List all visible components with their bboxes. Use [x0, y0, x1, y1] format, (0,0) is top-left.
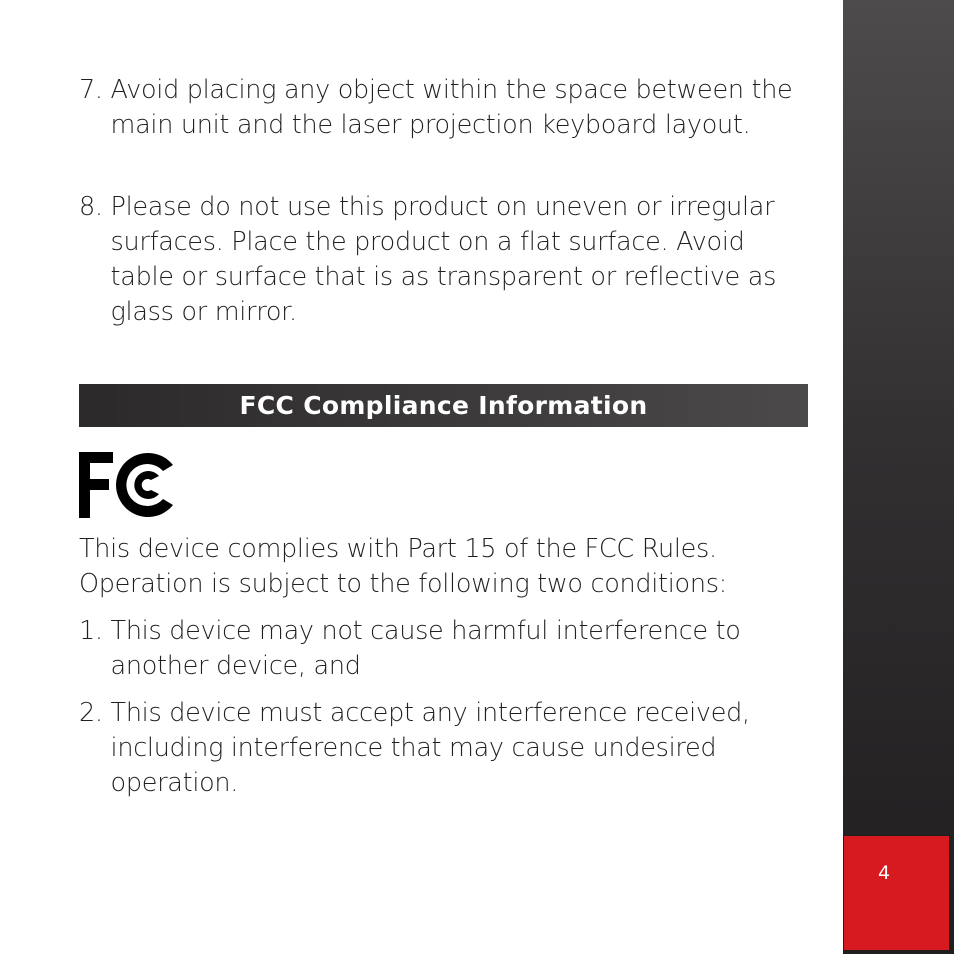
fcc-logo-icon [79, 452, 175, 520]
list-text: This device must accept any interference received, including interference that may cause undesired operation. [110, 698, 750, 798]
condition-item-2 [79, 696, 799, 801]
condition-item-1 [79, 614, 814, 684]
list-text: Avoid placing any object within the space between the main unit and the laser projection keyboard layout. [110, 75, 793, 140]
list-number: 8. [79, 192, 111, 222]
intro-line-2: Operation is subject to the following two conditions: [79, 569, 727, 599]
list-number: 7. [79, 75, 111, 105]
section-title: FCC Compliance Information [239, 391, 648, 420]
list-item-8 [79, 190, 814, 330]
list-text: This device may not cause harmful interference to another device, and [110, 616, 741, 681]
list-number: 1. [79, 616, 111, 646]
intro-line-1: This device complies with Part 15 of the FCC Rules. [79, 534, 717, 564]
page-number: 4 [878, 862, 891, 884]
sidebar-band [843, 0, 954, 954]
list-item-7 [79, 73, 814, 143]
page-number-tab [843, 835, 950, 951]
list-text: Please do not use this product on uneven or irregular surfaces. Place the product on a flat surface. Avoid table or surface that is as transparent or reflective as glass or mirror. [110, 192, 777, 327]
list-number: 2. [79, 698, 111, 728]
intro-paragraph [79, 532, 819, 602]
section-header-bar [79, 384, 808, 427]
